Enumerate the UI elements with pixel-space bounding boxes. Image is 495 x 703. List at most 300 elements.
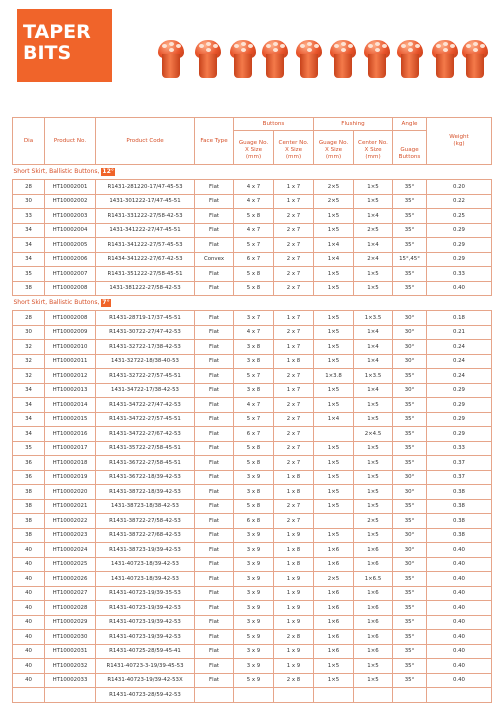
cell-product-code: R1431-40723-19/39-42-53 [96, 615, 195, 630]
cell-product-no: HT10002026 [45, 572, 96, 587]
cell-flush-center: 1×5 [354, 470, 393, 485]
cell-dia: 38 [13, 281, 45, 296]
col-angle-buttons-label: Guage Buttons [398, 147, 421, 160]
table-body [13, 165, 492, 703]
cell-gauge-size: 4 x 7 [234, 223, 274, 238]
cell-flush-gauge: 2×5 [314, 572, 354, 587]
cell-flush-gauge: 2×5 [314, 194, 354, 209]
table-row [13, 601, 492, 616]
cell-face-type: Flat [195, 586, 234, 601]
cell-product-code: R1431-38722-27/68-42-53 [96, 528, 195, 543]
cell-face-type: Flat [195, 281, 234, 296]
col-product-no: Product No. [45, 118, 96, 165]
cell-flush-center: 1×4 [354, 354, 393, 369]
cell-flush-center: 1×6 [354, 615, 393, 630]
cell-flush-center [354, 688, 393, 703]
cell-center-size: 2 x 7 [274, 238, 314, 253]
taper-bit-icon [158, 40, 184, 80]
table-row [13, 340, 492, 355]
cell-product-no: HT10002011 [45, 354, 96, 369]
cell-dia: 35 [13, 267, 45, 282]
cell-flush-gauge: 1×5 [314, 470, 354, 485]
cell-dia: 40 [13, 543, 45, 558]
cell-gauge-size: 6 x 7 [234, 252, 274, 267]
cell-product-no: HT10002027 [45, 586, 96, 601]
cell-dia: 40 [13, 673, 45, 688]
cell-product-code: 1431-341222-27/47-45-51 [96, 223, 195, 238]
cell-flush-gauge: 1×6 [314, 586, 354, 601]
cell-center-size: 1 x 9 [274, 528, 314, 543]
table-row [13, 194, 492, 209]
cell-angle: 30° [393, 325, 427, 340]
cell-angle: 35° [393, 194, 427, 209]
cell-flush-center: 1×6.5 [354, 572, 393, 587]
cell-center-size: 1 x 8 [274, 470, 314, 485]
cell-product-code: R1431-36722-27/58-45-51 [96, 456, 195, 471]
cell-gauge-size: 3 x 8 [234, 354, 274, 369]
table-row [13, 252, 492, 267]
cell-weight: 0.33 [427, 267, 492, 282]
cell-weight: 0.29 [427, 223, 492, 238]
cell-product-code: R1431-281220-17/47-45-53 [96, 180, 195, 195]
cell-flush-gauge: 1×5 [314, 659, 354, 674]
section-label-text: Short Skirt, Ballistic Buttons, [13, 168, 102, 175]
cell-dia: 32 [13, 340, 45, 355]
cell-flush-gauge [314, 688, 354, 703]
cell-center-size: 1 x 7 [274, 311, 314, 326]
table-row [13, 528, 492, 543]
cell-face-type: Flat [195, 412, 234, 427]
cell-center-size: 2 x 7 [274, 369, 314, 384]
cell-product-no: HT10002008 [45, 281, 96, 296]
cell-dia: 34 [13, 383, 45, 398]
cell-gauge-size: 3 x 8 [234, 383, 274, 398]
cell-product-no: HT10002006 [45, 252, 96, 267]
cell-gauge-size: 3 x 9 [234, 615, 274, 630]
cell-product-no: HT10002005 [45, 238, 96, 253]
section-label [13, 296, 492, 311]
cell-flush-center: 1×6 [354, 543, 393, 558]
taper-bits-table [12, 117, 492, 703]
cell-flush-gauge: 1×5 [314, 383, 354, 398]
cell-flush-gauge: 1×6 [314, 644, 354, 659]
cell-face-type: Flat [195, 311, 234, 326]
cell-gauge-size: 5 x 8 [234, 267, 274, 282]
cell-flush-center: 1×5 [354, 499, 393, 514]
cell-flush-gauge: 1×6 [314, 543, 354, 558]
col-flush-gauge-label: Guage No. X Size (mm) [318, 140, 349, 160]
cell-flush-center: 2×5 [354, 223, 393, 238]
cell-gauge-size: 3 x 9 [234, 644, 274, 659]
title-line-2: BITS [23, 42, 72, 64]
cell-angle: 35° [393, 499, 427, 514]
cell-center-size: 1 x 8 [274, 354, 314, 369]
cell-flush-center: 1×5 [354, 456, 393, 471]
cell-gauge-size: 5 x 8 [234, 499, 274, 514]
cell-face-type: Flat [195, 528, 234, 543]
cell-face-type: Flat [195, 557, 234, 572]
cell-angle: 30° [393, 470, 427, 485]
cell-weight: 0.40 [427, 644, 492, 659]
cell-gauge-size [234, 688, 274, 703]
cell-product-no: HT10002002 [45, 194, 96, 209]
cell-gauge-size: 5 x 7 [234, 412, 274, 427]
cell-dia: 30 [13, 194, 45, 209]
cell-product-code: R1431-38723-19/39-42-53 [96, 543, 195, 558]
cell-product-code: 1431-40723-18/39-42-53 [96, 572, 195, 587]
cell-product-code: 1431-34722-17/38-42-53 [96, 383, 195, 398]
cell-flush-center: 1×4 [354, 383, 393, 398]
cell-product-code: R1431-40723-19/39-42-53 [96, 630, 195, 645]
section-header [13, 296, 492, 311]
cell-weight: 0.40 [427, 615, 492, 630]
col-angle-buttons [393, 131, 427, 165]
cell-weight: 0.38 [427, 485, 492, 500]
cell-dia: 40 [13, 615, 45, 630]
cell-product-no: HT10002022 [45, 514, 96, 529]
cell-flush-center: 1×4 [354, 238, 393, 253]
cell-product-code: R1431-28719-17/37-45-51 [96, 311, 195, 326]
cell-product-no: HT10002001 [45, 180, 96, 195]
taper-bit-icon [364, 40, 390, 80]
cell-weight: 0.29 [427, 412, 492, 427]
cell-dia: 36 [13, 456, 45, 471]
cell-product-no: HT10002024 [45, 543, 96, 558]
cell-dia: 32 [13, 369, 45, 384]
cell-weight: 0.24 [427, 354, 492, 369]
cell-flush-gauge: 1×5 [314, 311, 354, 326]
cell-dia: 38 [13, 528, 45, 543]
cell-angle: 35° [393, 586, 427, 601]
cell-dia: 33 [13, 209, 45, 224]
cell-angle: 30° [393, 383, 427, 398]
cell-flush-center: 1×4 [354, 209, 393, 224]
cell-center-size: 2 x 7 [274, 281, 314, 296]
cell-product-no: HT10002018 [45, 456, 96, 471]
cell-product-code: R1431-34722-27/47-42-53 [96, 398, 195, 413]
cell-flush-center: 1×5 [354, 528, 393, 543]
cell-gauge-size: 3 x 9 [234, 557, 274, 572]
cell-gauge-size: 5 x 8 [234, 209, 274, 224]
cell-center-size: 1 x 8 [274, 557, 314, 572]
taper-bit-icon [330, 40, 356, 80]
table-row [13, 456, 492, 471]
cell-product-code: R1431-38722-27/58-42-53 [96, 514, 195, 529]
cell-product-no: HT10002012 [45, 369, 96, 384]
cell-face-type: Flat [195, 194, 234, 209]
table-row [13, 557, 492, 572]
cell-dia: 28 [13, 311, 45, 326]
cell-flush-gauge: 1×6 [314, 557, 354, 572]
cell-center-size: 1 x 9 [274, 644, 314, 659]
table-row [13, 281, 492, 296]
table-row [13, 644, 492, 659]
group-flushing: Flushing [314, 118, 393, 131]
table-row [13, 572, 492, 587]
cell-product-no: HT10002015 [45, 412, 96, 427]
cell-flush-center: 1×5 [354, 180, 393, 195]
cell-center-size: 2 x 7 [274, 412, 314, 427]
cell-angle: 15°,45° [393, 252, 427, 267]
cell-dia: 40 [13, 601, 45, 616]
cell-face-type: Flat [195, 456, 234, 471]
cell-flush-gauge: 1×6 [314, 630, 354, 645]
cell-product-no: HT10002030 [45, 630, 96, 645]
cell-center-size: 2 x 7 [274, 456, 314, 471]
cell-gauge-size: 3 x 9 [234, 470, 274, 485]
cell-dia: 35 [13, 441, 45, 456]
table-row [13, 325, 492, 340]
cell-face-type: Flat [195, 383, 234, 398]
cell-center-size: 1 x 9 [274, 572, 314, 587]
cell-flush-gauge: 1×5 [314, 485, 354, 500]
cell-center-size: 1 x 9 [274, 659, 314, 674]
cell-dia: 34 [13, 427, 45, 442]
cell-angle: 30° [393, 485, 427, 500]
cell-product-no: HT10002029 [45, 615, 96, 630]
col-flush-center [354, 131, 393, 165]
taper-bit-icon [262, 40, 288, 80]
cell-product-code: R1431-32722-27/57-45-51 [96, 369, 195, 384]
cell-weight: 0.29 [427, 383, 492, 398]
cell-face-type: Flat [195, 572, 234, 587]
cell-product-code: R1431-36722-18/39-42-53 [96, 470, 195, 485]
cell-flush-center: 2×5 [354, 514, 393, 529]
cell-flush-center: 1×5 [354, 441, 393, 456]
table-row [13, 383, 492, 398]
cell-product-no: HT10002010 [45, 340, 96, 355]
cell-center-size: 1 x 8 [274, 543, 314, 558]
cell-dia: 32 [13, 354, 45, 369]
table-row [13, 615, 492, 630]
cell-weight: 0.40 [427, 673, 492, 688]
cell-dia: 36 [13, 470, 45, 485]
cell-face-type: Flat [195, 267, 234, 282]
cell-flush-gauge: 1×5 [314, 325, 354, 340]
cell-face-type: Flat [195, 644, 234, 659]
cell-angle: 30° [393, 340, 427, 355]
cell-product-code: R1431-40723-3-19/39-45-53 [96, 659, 195, 674]
cell-center-size: 2 x 7 [274, 398, 314, 413]
cell-angle: 30° [393, 528, 427, 543]
cell-flush-center: 1×6 [354, 586, 393, 601]
table-header [13, 118, 492, 165]
cell-dia: 34 [13, 412, 45, 427]
cell-angle: 35° [393, 673, 427, 688]
cell-flush-gauge: 1×5 [314, 354, 354, 369]
cell-dia: 28 [13, 180, 45, 195]
cell-face-type: Flat [195, 325, 234, 340]
cell-product-no: HT10002014 [45, 398, 96, 413]
cell-gauge-size: 3 x 9 [234, 528, 274, 543]
cell-weight: 0.29 [427, 252, 492, 267]
cell-gauge-size: 4 x 7 [234, 194, 274, 209]
cell-angle: 35° [393, 441, 427, 456]
cell-weight: 0.29 [427, 238, 492, 253]
taper-bit-icon [397, 40, 423, 80]
table-row [13, 412, 492, 427]
cell-weight [427, 688, 492, 703]
cell-center-size: 1 x 7 [274, 340, 314, 355]
cell-flush-gauge: 1×5 [314, 673, 354, 688]
col-weight [427, 118, 492, 165]
cell-angle: 35° [393, 615, 427, 630]
cell-gauge-size: 6 x 8 [234, 514, 274, 529]
cell-flush-center: 1×5 [354, 194, 393, 209]
cell-flush-center: 1×5 [354, 281, 393, 296]
cell-face-type: Flat [195, 369, 234, 384]
taper-bit-icon [230, 40, 256, 80]
title-badge [17, 9, 112, 82]
cell-gauge-size: 5 x 8 [234, 281, 274, 296]
cell-face-type: Flat [195, 470, 234, 485]
cell-product-no: HT10002013 [45, 383, 96, 398]
cell-face-type: Flat [195, 340, 234, 355]
cell-product-code: 1431-381222-27/58-42-53 [96, 281, 195, 296]
cell-flush-gauge: 1×5 [314, 223, 354, 238]
cell-center-size: 2 x 7 [274, 325, 314, 340]
cell-gauge-size: 4 x 7 [234, 180, 274, 195]
table-row [13, 223, 492, 238]
table-row [13, 311, 492, 326]
section-label [13, 165, 492, 180]
cell-flush-gauge: 1×5 [314, 528, 354, 543]
cell-weight: 0.24 [427, 340, 492, 355]
table-row [13, 369, 492, 384]
cell-product-code: R1431-40723-19/39-42-53 [96, 601, 195, 616]
taper-bit-icon [195, 40, 221, 80]
cell-angle: 35° [393, 572, 427, 587]
table-row [13, 470, 492, 485]
cell-weight: 0.40 [427, 586, 492, 601]
cell-product-code: R1431-38722-18/39-42-53 [96, 485, 195, 500]
col-weight-label: Weight (kg) [449, 134, 469, 147]
cell-product-code: R1431-32722-17/38-42-53 [96, 340, 195, 355]
cell-weight: 0.18 [427, 311, 492, 326]
taper-bit-icon [462, 40, 488, 80]
cell-weight: 0.29 [427, 427, 492, 442]
cell-angle: 35° [393, 456, 427, 471]
cell-product-no: HT10002019 [45, 470, 96, 485]
col-center-size-label: Center No. X Size (mm) [278, 140, 309, 160]
cell-center-size: 1 x 9 [274, 586, 314, 601]
cell-angle: 35° [393, 514, 427, 529]
cell-weight: 0.29 [427, 398, 492, 413]
cell-product-no: HT10002032 [45, 659, 96, 674]
section-angle-badge: 7° [102, 299, 110, 306]
cell-weight: 0.40 [427, 659, 492, 674]
title-line-1: TAPER [23, 21, 91, 43]
cell-product-code: R1431-331222-27/58-42-53 [96, 209, 195, 224]
cell-flush-center: 2×4.5 [354, 427, 393, 442]
cell-angle: 35° [393, 427, 427, 442]
cell-flush-center: 1×6 [354, 557, 393, 572]
cell-angle [393, 688, 427, 703]
cell-dia: 34 [13, 223, 45, 238]
cell-center-size: 2 x 8 [274, 630, 314, 645]
cell-flush-center: 1×5 [354, 412, 393, 427]
cell-dia: 40 [13, 586, 45, 601]
cell-gauge-size: 3 x 9 [234, 601, 274, 616]
cell-center-size: 2 x 7 [274, 209, 314, 224]
cell-dia: 38 [13, 514, 45, 529]
cell-center-size: 1 x 9 [274, 615, 314, 630]
cell-product-code: R1431-40723-28/59-42-53 [96, 688, 195, 703]
cell-product-code: 1431-301222-17/47-45-51 [96, 194, 195, 209]
group-angle: Angle [393, 118, 427, 131]
cell-product-code: R1431-34722-27/57-45-51 [96, 412, 195, 427]
cell-weight: 0.22 [427, 194, 492, 209]
cell-flush-gauge: 1×6 [314, 615, 354, 630]
cell-angle: 35° [393, 281, 427, 296]
table-row [13, 267, 492, 282]
cell-product-no: HT10002004 [45, 223, 96, 238]
cell-face-type: Flat [195, 499, 234, 514]
table-row [13, 398, 492, 413]
cell-center-size: 2 x 7 [274, 499, 314, 514]
cell-flush-center: 1×5 [354, 485, 393, 500]
cell-angle: 35° [393, 209, 427, 224]
cell-angle: 35° [393, 630, 427, 645]
cell-product-no: HT10002007 [45, 267, 96, 282]
cell-product-code: 1431-38723-18/38-42-53 [96, 499, 195, 514]
group-buttons: Buttons [234, 118, 314, 131]
cell-center-size: 1 x 7 [274, 194, 314, 209]
cell-angle: 30° [393, 543, 427, 558]
table-row [13, 659, 492, 674]
table-row [13, 354, 492, 369]
cell-center-size: 2 x 8 [274, 673, 314, 688]
section-angle-badge: 12° [102, 168, 114, 175]
cell-weight: 0.37 [427, 456, 492, 471]
cell-face-type: Flat [195, 398, 234, 413]
col-gauge-size-label: Guage No. X Size (mm) [238, 140, 269, 160]
cell-angle: 35° [393, 659, 427, 674]
cell-product-code: R1434-341222-27/67-42-53 [96, 252, 195, 267]
cell-center-size: 2 x 7 [274, 252, 314, 267]
cell-gauge-size: 3 x 7 [234, 311, 274, 326]
cell-product-code: R1431-351222-27/58-45-51 [96, 267, 195, 282]
table-row [13, 499, 492, 514]
cell-face-type: Flat [195, 543, 234, 558]
cell-product-code: 1431-32722-18/38-40-53 [96, 354, 195, 369]
cell-flush-gauge: 1×4 [314, 252, 354, 267]
cell-face-type: Flat [195, 514, 234, 529]
cell-product-no: HT10002016 [45, 427, 96, 442]
cell-face-type: Flat [195, 238, 234, 253]
cell-product-no: HT10002009 [45, 325, 96, 340]
cell-dia: 40 [13, 630, 45, 645]
cell-weight: 0.33 [427, 441, 492, 456]
cell-gauge-size: 6 x 7 [234, 427, 274, 442]
cell-angle: 35° [393, 180, 427, 195]
cell-dia: 38 [13, 485, 45, 500]
cell-center-size: 2 x 7 [274, 514, 314, 529]
col-dia: Dia [13, 118, 45, 165]
cell-flush-center: 1×5 [354, 659, 393, 674]
cell-flush-center: 1×6 [354, 630, 393, 645]
table-row [13, 673, 492, 688]
cell-flush-gauge: 1×4 [314, 412, 354, 427]
cell-face-type: Flat [195, 630, 234, 645]
cell-gauge-size: 4 x 7 [234, 398, 274, 413]
cell-product-no [45, 688, 96, 703]
cell-flush-gauge: 1×5 [314, 209, 354, 224]
cell-weight: 0.25 [427, 209, 492, 224]
cell-face-type: Flat [195, 209, 234, 224]
cell-flush-center: 1×4 [354, 340, 393, 355]
cell-weight: 0.24 [427, 369, 492, 384]
